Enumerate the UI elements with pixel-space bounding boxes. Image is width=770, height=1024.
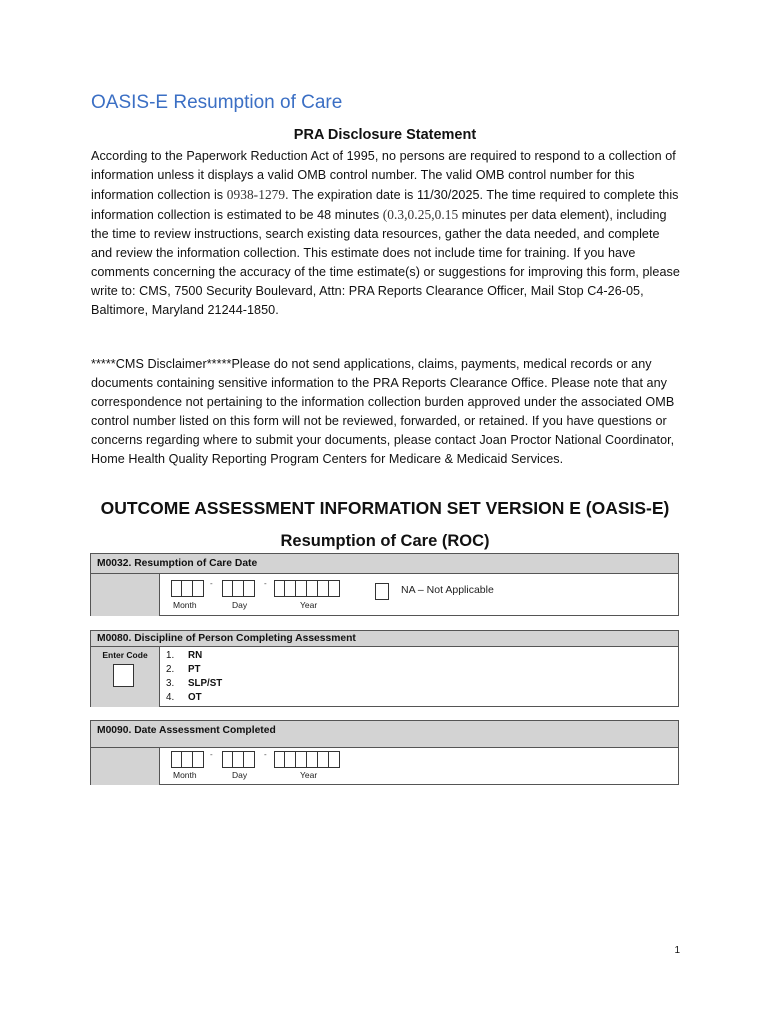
day-digit-2[interactable] (233, 751, 244, 768)
m0090-left-panel (91, 748, 160, 785)
m0080-header: M0080. Discipline of Person Completing Assessment (91, 631, 678, 647)
pra-text-part3: minutes per data element), including the time to review instructions, search existing data resources, gather the data needed, and complete and review the information collection. This estimate does not include time for training. If you have comments concerning the accuracy of the time estimate(s) or suggestions for improving this form, please write to: CMS, 7500 Security Boulevard, Attn: PRA Reports Clearance Officer, Mail Stop C4-26-05, Baltimore, Maryland 21244-1850. (91, 208, 680, 317)
m0032-left-panel (91, 574, 160, 616)
enter-code-box[interactable] (113, 664, 134, 687)
date-dash: - (210, 579, 213, 588)
day-digit-3[interactable] (244, 580, 255, 597)
m0090-month-field[interactable] (171, 751, 204, 768)
year-digit-2[interactable] (285, 751, 296, 768)
pra-text-part2: The expiration date is 11/30/2025. The time required to complete this information collection is estimated to be 48 minutes (91, 188, 679, 222)
month-label: Month (173, 600, 197, 610)
option-label: PT (188, 664, 201, 675)
month-digit-1[interactable] (171, 580, 182, 597)
m0032-year-field[interactable] (274, 580, 340, 597)
month-digit-2[interactable] (182, 751, 193, 768)
m0080-body (91, 647, 678, 707)
document-title: OASIS-E Resumption of Care (91, 92, 343, 113)
year-digit-5[interactable] (318, 751, 329, 768)
m0080-left-panel (91, 647, 160, 707)
year-digit-2[interactable] (285, 580, 296, 597)
na-checkbox[interactable] (375, 583, 389, 600)
year-digit-3[interactable] (296, 580, 307, 597)
year-digit-4[interactable] (307, 580, 318, 597)
enter-code-label: Enter Code (102, 650, 148, 660)
m0032-section (90, 553, 679, 616)
m0032-header: M0032. Resumption of Care Date (91, 554, 678, 574)
option-number: 2. (166, 664, 175, 675)
month-digit-3[interactable] (193, 751, 204, 768)
date-dash: - (264, 579, 267, 588)
m0090-day-field[interactable] (222, 751, 255, 768)
m0090-header: M0090. Date Assessment Completed (91, 721, 678, 748)
day-label: Day (232, 600, 248, 610)
year-digit-4[interactable] (307, 751, 318, 768)
day-digit-3[interactable] (244, 751, 255, 768)
year-digit-6[interactable] (329, 751, 340, 768)
month-label: Month (173, 770, 197, 780)
year-digit-6[interactable] (329, 580, 340, 597)
omb-number: 0938-1279. (226, 187, 289, 202)
month-digit-1[interactable] (171, 751, 182, 768)
year-digit-3[interactable] (296, 751, 307, 768)
minutes-detail: (0.3,0.25,0.15 (382, 207, 459, 222)
m0032-day-field[interactable] (222, 580, 255, 597)
option-number: 4. (166, 692, 175, 703)
na-label: NA – Not Applicable (401, 584, 494, 596)
m0032-body (91, 574, 678, 616)
year-digit-1[interactable] (274, 751, 285, 768)
day-digit-2[interactable] (233, 580, 244, 597)
m0032-month-field[interactable] (171, 580, 204, 597)
main-heading: OUTCOME ASSESSMENT INFORMATION SET VERSION E (OASIS-E) (100, 498, 670, 518)
day-digit-1[interactable] (222, 751, 233, 768)
pra-paragraph (91, 147, 681, 320)
m0090-year-field[interactable] (274, 751, 340, 768)
date-dash: - (264, 750, 267, 759)
year-digit-5[interactable] (318, 580, 329, 597)
day-digit-1[interactable] (222, 580, 233, 597)
day-label: Day (232, 770, 248, 780)
option-label: RN (188, 650, 203, 661)
option-label: OT (188, 692, 202, 703)
date-dash: - (210, 750, 213, 759)
pra-text-part1: According to the Paperwork Reduction Act of 1995, no persons are required to respond to a collection of information unless it displays a valid OMB control number. The valid OMB control number for this information collection is (91, 149, 676, 202)
option-number: 3. (166, 678, 175, 689)
cms-disclaimer: *****CMS Disclaimer*****Please do not send applications, claims, payments, medical records or any documents containing sensitive information to the PRA Reports Clearance Office. Please note that any correspondence not pertaining to the information collection burden approved under the associated OMB control number listed on this form will not be reviewed, forwarded, or retained. If you have questions or concerns regarding where to submit your documents, please contact Joan Proctor National Coordinator, Home Health Quality Reporting Program Centers for Medicare & Medicaid Services. (91, 357, 675, 466)
month-digit-2[interactable] (182, 580, 193, 597)
page-number: 1 (674, 945, 680, 956)
m0080-section (90, 630, 679, 707)
m0090-body (91, 748, 678, 785)
sub-heading: Resumption of Care (ROC) (280, 532, 490, 550)
pra-heading: PRA Disclosure Statement (293, 127, 477, 143)
option-label: SLP/ST (188, 678, 223, 689)
month-digit-3[interactable] (193, 580, 204, 597)
option-number: 1. (166, 650, 175, 661)
year-label: Year (300, 600, 318, 610)
year-label: Year (300, 770, 318, 780)
m0090-section (90, 720, 679, 785)
year-digit-1[interactable] (274, 580, 285, 597)
